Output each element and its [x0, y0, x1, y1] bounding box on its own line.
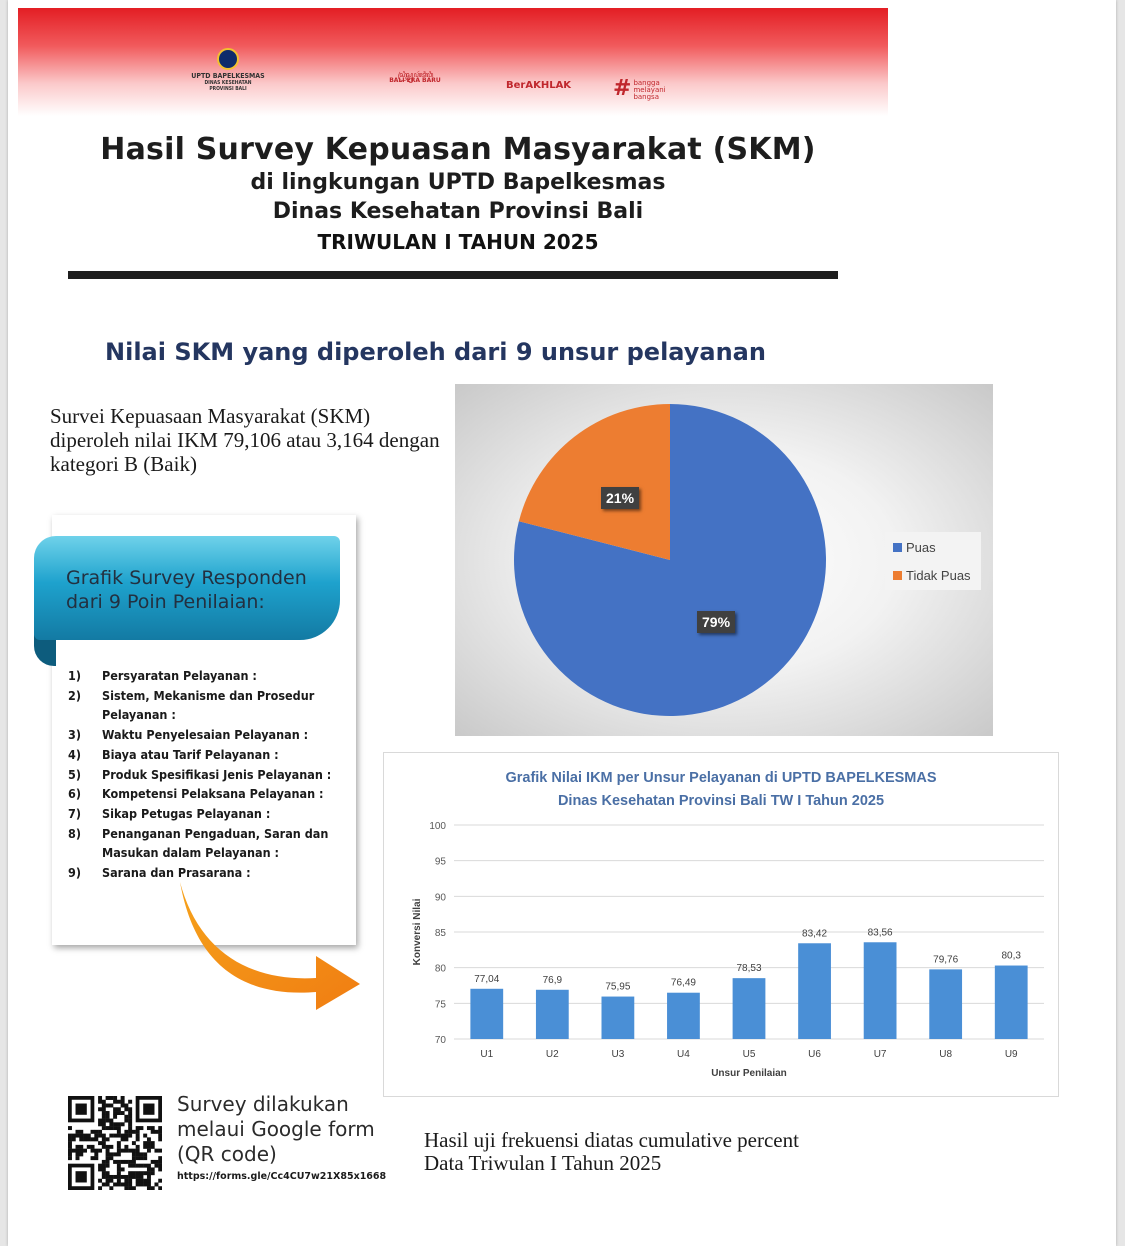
y-tick-label: 70 [434, 1035, 446, 1046]
subtitle-uptd: di lingkungan UPTD Bapelkesmas [250, 170, 666, 195]
bar-value-label: 83,42 [802, 928, 828, 940]
bali-era-baru-text: BALI ERA BARU [389, 77, 441, 84]
y-tick-label: 100 [429, 821, 446, 832]
bangga-word: bangga [633, 79, 660, 87]
hashtag-icon: # [613, 76, 632, 101]
bangga-melayani-bangsa-logo [613, 78, 683, 101]
bar-chart [384, 753, 1058, 1096]
y-tick-label: 90 [434, 892, 446, 904]
legend-label-puas: Puas [906, 540, 936, 555]
poin-text: Produk Spesifikasi Jenis Pelayanan : [102, 766, 332, 782]
poin-text: Penanganan Pengaduan, Saran dan Masukan dalam Pelayanan : [102, 825, 329, 861]
y-tick-label: 95 [434, 856, 446, 868]
main-title: Hasil Survey Kepuasan Masyarakat (SKM) [100, 132, 816, 167]
note-line: Data Triwulan I Tahun 2025 [424, 1151, 662, 1175]
poin-number: 3) [68, 727, 81, 743]
pie-data-label-puas: 79% [697, 611, 735, 633]
poin-number: 8) [68, 825, 81, 841]
bar-u1 [470, 989, 503, 1039]
responden-title: Grafik Survey Responden dari 9 Poin Penilaian: [66, 567, 307, 613]
y-tick-label: 80 [434, 963, 446, 975]
bar-value-label: 76,49 [670, 977, 696, 989]
title-divider [68, 271, 838, 279]
header-banner [18, 8, 888, 116]
poin-text: Kompetensi Pelaksana Pelayanan : [102, 786, 324, 802]
logo-uptd-line: DINAS KESEHATAN [204, 80, 252, 86]
pie-chart-panel [455, 384, 993, 736]
poin-item [68, 686, 358, 725]
y-axis-label: Konversi Nilai [412, 898, 423, 966]
google-form-link[interactable]: https://forms.gle/Cc4CU7w21X85x1668 [177, 1171, 387, 1182]
poin-text: Sarana dan Prasarana : [102, 865, 251, 881]
qr-code-icon[interactable] [68, 1096, 162, 1190]
uptd-bapelkesmas-logo [183, 48, 273, 92]
bar-value-label: 79,76 [933, 954, 959, 966]
logo-uptd-line: UPTD BAPELKESMAS [191, 72, 265, 80]
bar-u7 [864, 942, 897, 1039]
poin-number: 4) [68, 746, 81, 762]
x-tick-label: U9 [1004, 1049, 1018, 1060]
subtitle-dinas: Dinas Kesehatan Provinsi Bali [272, 199, 644, 224]
poin-text: Waktu Penyelesaian Pelayanan : [102, 727, 309, 743]
y-tick-label: 85 [434, 928, 446, 939]
logo-uptd-line: PROVINSI BALI [209, 86, 247, 92]
bar-value-label: 83,56 [867, 927, 893, 939]
qr-caption: Survey dilakukan melaui Google form (QR code) [177, 1092, 375, 1166]
poin-text: Sikap Petugas Pelayanan : [102, 805, 271, 821]
poin-text: Biaya atau Tarif Pelayanan : [102, 746, 279, 762]
poin-penilaian-list [68, 666, 358, 883]
bar-value-label: 76,9 [542, 974, 563, 986]
bangsa-word: bangsa [633, 93, 659, 101]
x-tick-label: U2 [545, 1049, 559, 1060]
bali-era-baru-logo [360, 72, 470, 84]
bar-chart-panel [383, 752, 1059, 1097]
note-line: Hasil uji frekuensi diatas cumulative percent [424, 1128, 799, 1152]
bar-u5 [733, 978, 766, 1039]
bar-chart-title-line: Grafik Nilai IKM per Unsur Pelayanan di UPTD BAPELKESMAS [505, 770, 937, 786]
poin-item [68, 804, 358, 824]
berakhlak-logo: BerAKHLAK [506, 80, 572, 91]
pie-legend [885, 532, 981, 590]
period-title: TRIWULAN I TAHUN 2025 [317, 230, 599, 254]
poin-number: 9) [68, 865, 81, 881]
orange-arrow-icon [178, 880, 363, 1012]
bar-u6 [798, 943, 831, 1039]
provincial-emblem-icon [217, 48, 239, 70]
x-tick-label: U3 [611, 1049, 625, 1060]
bar-u3 [602, 997, 635, 1039]
x-tick-label: U1 [480, 1049, 494, 1060]
legend-item-tidak-puas [893, 568, 971, 583]
bar-value-label: 75,95 [605, 981, 631, 993]
legend-swatch-tidak-puas [893, 571, 902, 580]
x-tick-label: U6 [808, 1049, 821, 1060]
legend-label-tidak-puas: Tidak Puas [906, 568, 971, 583]
poin-number: 7) [68, 805, 81, 821]
pie-data-label-tidak-puas: 21% [601, 487, 639, 509]
y-tick-label: 75 [434, 999, 446, 1011]
x-tick-label: U4 [677, 1049, 690, 1060]
bar-chart-title-line: Dinas Kesehatan Provinsi Bali TW I Tahun 2025 [557, 793, 885, 809]
poin-text: Persyaratan Pelayanan : [102, 668, 257, 683]
x-tick-label: U7 [873, 1049, 887, 1060]
poin-item [68, 666, 358, 686]
bar-u9 [995, 966, 1028, 1039]
x-tick-label: U8 [939, 1049, 953, 1060]
poster-page [8, 0, 1116, 1246]
bar-u4 [667, 993, 700, 1039]
legend-item-puas [893, 540, 936, 555]
poin-item [68, 784, 358, 804]
bar-value-label: 77,04 [474, 973, 500, 985]
bar-u8 [929, 969, 962, 1039]
frequency-note [424, 1129, 984, 1175]
poin-text: Sistem, Mekanisme dan Prosedur Pelayanan : [102, 687, 315, 723]
melayani-word: melayani [633, 86, 666, 94]
poin-number: 2) [68, 687, 81, 703]
poin-number: 1) [68, 668, 81, 683]
poin-number: 5) [68, 766, 81, 782]
bar-u2 [536, 990, 569, 1039]
balinese-script-decoration: ꦱꦿꦶꦱ꧀ꦤ ꦥꦂꦠꦶꦮꦶ [397, 71, 433, 79]
legend-swatch-puas [893, 543, 902, 552]
section-heading: Nilai SKM yang diperoleh dari 9 unsur pelayanan [105, 338, 766, 366]
ikm-summary-text: Survei Kepuasaan Masyarakat (SKM) diperoleh nilai IKM 79,106 atau 3,164 dengan kategori B (Baik) [50, 404, 440, 476]
poin-item [68, 824, 358, 863]
poin-item [68, 765, 358, 785]
poin-item [68, 745, 358, 765]
bar-value-label: 80,3 [1001, 950, 1021, 962]
poin-number: 6) [68, 786, 81, 802]
x-tick-label: U5 [742, 1049, 756, 1060]
poin-item [68, 725, 358, 745]
x-axis-label: Unsur Penilaian [711, 1068, 787, 1079]
bar-value-label: 78,53 [736, 963, 762, 975]
